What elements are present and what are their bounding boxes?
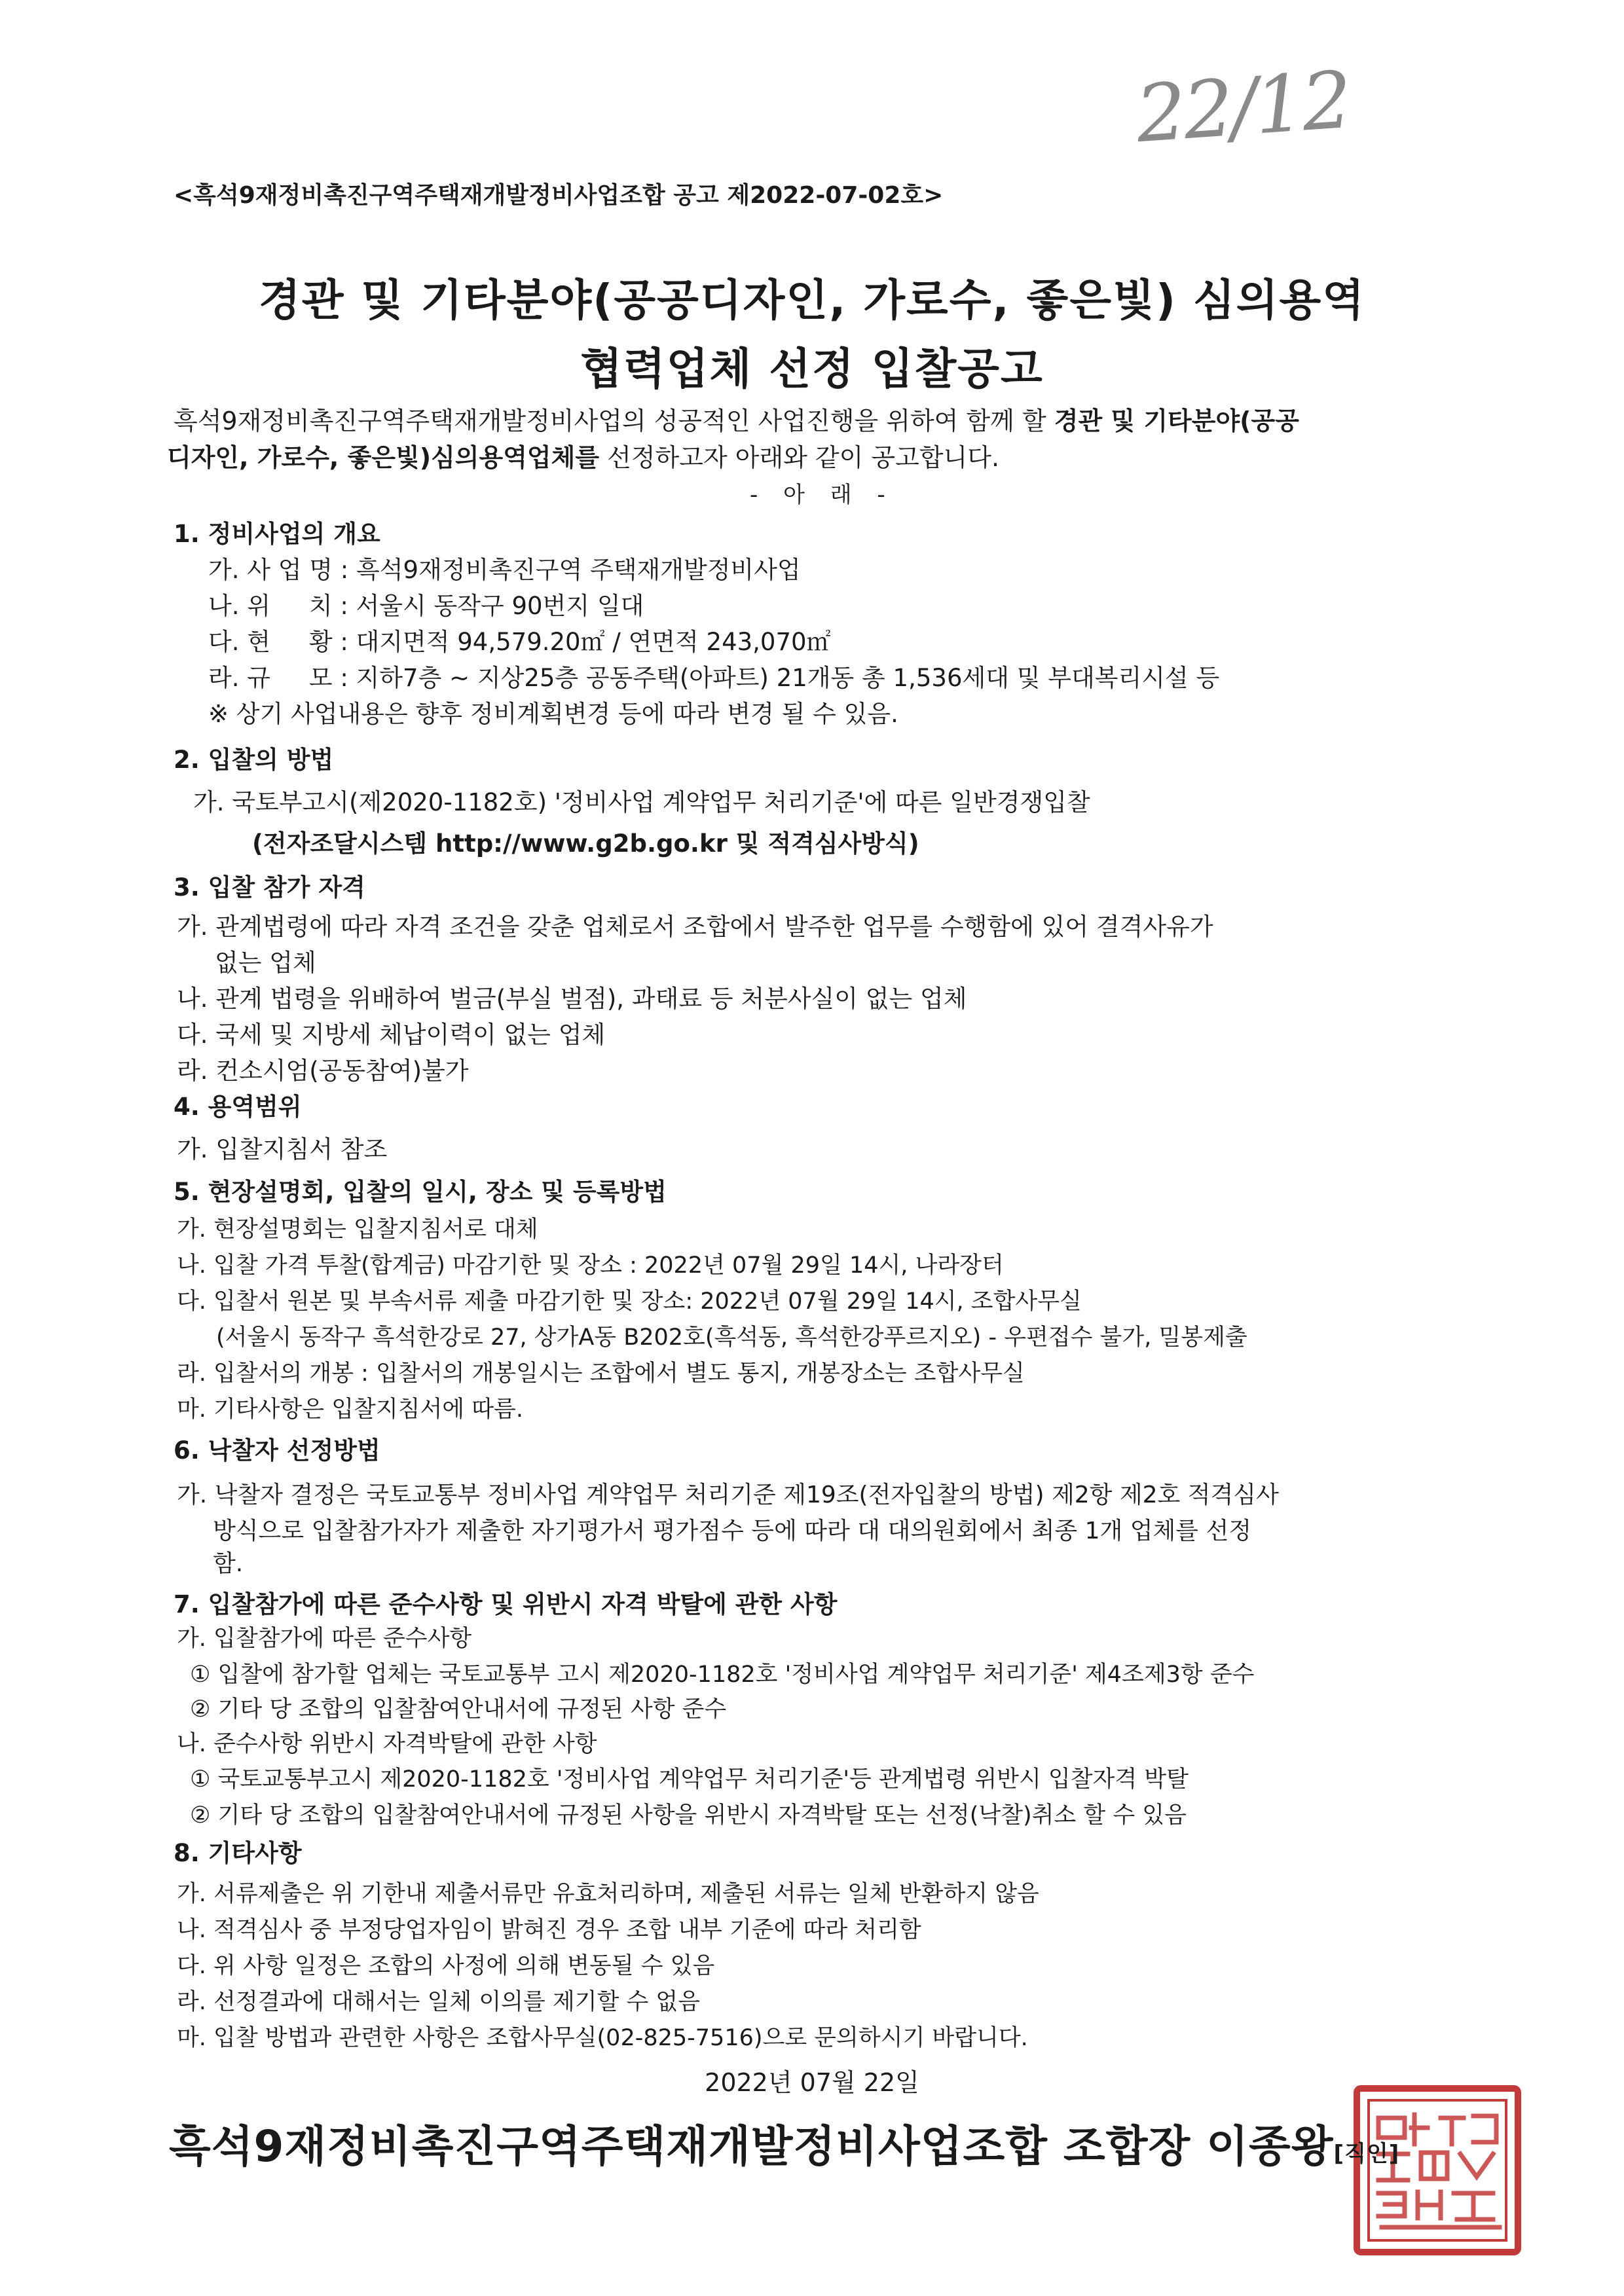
list-item: 가. 사 업 명 : 흑석9재정비촉진구역 주택재개발정비사업 [208,556,801,584]
intro-line-2-bold: 디자인, 가로수, 좋은빛)심의용역업체를 [167,443,600,472]
signature-name: 흑석9재정비촉진구역주택재개발정비사업조합 조합장 이종왕 [169,2121,1334,2172]
intro-line-2-plain: 선정하고자 아래와 같이 공고합니다. [599,443,1000,472]
seal-label: [직인] [1333,2141,1400,2167]
document-date: 2022년 07월 22일 [705,2068,919,2097]
list-item: 마. 기타사항은 입찰지침서에 따름. [177,1396,523,1423]
intro-line-1-plain: 흑석9재정비촉진구역주택재개발정비사업의 성공적인 사업진행을 위하여 함께 할 [174,407,1054,435]
list-item: 가. 관계법령에 따라 자격 조건을 갖춘 업체로서 조합에서 발주한 업무를 수행함에 있어 결격사유가 [177,913,1213,941]
list-item: 나. 관계 법령을 위배하여 벌금(부실 벌점), 과태료 등 처분사실이 없는 업체 [177,985,967,1013]
list-item: 함. [213,1550,244,1577]
list-item: (전자조달시스템 http://www.g2b.go.kr 및 적격심사방식) [252,829,919,858]
title-line-2: 협력업체 선정 입찰공고 [580,344,1044,394]
handwritten-note: 22/12 [1133,54,1353,161]
list-item: 라. 입찰서의 개봉 : 입찰서의 개봉일시는 조합에서 별도 통지, 개봉장소는 조합사무실 [177,1360,1025,1387]
list-item: 다. 현 황 : 대지면적 94,579.20㎡ / 연면적 243,070㎡ [208,628,831,656]
intro-heading: - 아 래 - [750,482,885,508]
list-item: 나. 입찰 가격 투찰(합계금) 마감기한 및 장소 : 2022년 07월 29일 14시, 나라장터 [177,1252,1004,1279]
section-heading: 8. 기타사항 [174,1839,302,1867]
section-heading: 7. 입찰참가에 따른 준수사항 및 위반시 자격 박탈에 관한 사항 [174,1590,838,1618]
section-heading: 1. 정비사업의 개요 [174,520,380,548]
list-item: 나. 적격심사 중 부정당업자임이 밝혀진 경우 조합 내부 기준에 따라 처리함 [177,1917,921,1943]
list-item: ① 국토교통부고시 제2020-1182호 '정비사업 계약업무 처리기준'등 관계법령 위반시 입찰자격 박탈 [190,1766,1189,1793]
intro-line-1 [174,401,1299,437]
list-item: (서울시 동작구 흑석한강로 27, 상가A동 B202호(흑석동, 흑석한강푸르지오) - 우편접수 불가, 밀봉제출 [216,1324,1247,1351]
list-item: 라. 컨소시엄(공동참여)불가 [177,1057,469,1085]
section-heading: 4. 용역범위 [174,1093,302,1121]
list-item: 방식으로 입찰참가자가 제출한 자기평가서 평가점수 등에 따라 대 대의원회에서 최종 1개 업체를 선정 [213,1518,1252,1544]
section-heading: 5. 현장설명회, 입찰의 일시, 장소 및 등록방법 [174,1178,667,1206]
section-heading: 2. 입찰의 방법 [174,746,334,774]
list-item: 가. 국토부고시(제2020-1182호) '정비사업 계약업무 처리기준'에 따른 일반경쟁입찰 [193,788,1090,816]
list-item: ② 기타 당 조합의 입찰참여안내서에 규정된 사항을 위반시 자격박탈 또는 선정(낙찰)취소 할 수 있음 [190,1802,1187,1829]
list-item: 가. 입찰지침서 참조 [177,1135,388,1163]
list-item: 다. 위 사항 일정은 조합의 사정에 의해 변동될 수 있음 [177,1953,715,1979]
list-item: 나. 위 치 : 서울시 동작구 90번지 일대 [208,592,644,620]
list-item: ① 입찰에 참가할 업체는 국토교통부 고시 제2020-1182호 '정비사업 계약업무 처리기준' 제4조제3항 준수 [190,1662,1255,1688]
signature-line [169,2111,1399,2174]
list-item: 나. 준수사항 위반시 자격박탈에 관한 사항 [177,1731,597,1757]
list-item: 가. 현장설명회는 입찰지침서로 대체 [177,1216,538,1243]
intro-line-1-bold: 경관 및 기타분야(공공 [1054,407,1299,435]
intro-line-2 [167,437,999,473]
list-item: 없는 업체 [215,949,316,977]
list-item: 라. 규 모 : 지하7층 ~ 지상25층 공동주택(아파트) 21개동 총 1,536세대 및 부대복리시설 등 [208,664,1220,692]
title-line-1: 경관 및 기타분야(공공디자인, 가로수, 좋은빛) 심의용역 [259,275,1365,325]
list-item: 가. 서류제출은 위 기한내 제출서류만 유효처리하며, 제출된 서류는 일체 반환하지 않음 [177,1881,1039,1907]
list-item: 다. 입찰서 원본 및 부속서류 제출 마감기한 및 장소: 2022년 07월 29일 14시, 조합사무실 [177,1288,1082,1315]
list-item: 가. 낙찰자 결정은 국토교통부 정비사업 계약업무 처리기준 제19조(전자입찰의 방법) 제2항 제2호 적격심사 [177,1482,1279,1508]
section-heading: 6. 낙찰자 선정방법 [174,1436,380,1465]
list-item: ② 기타 당 조합의 입찰참여안내서에 규정된 사항 준수 [190,1696,727,1722]
list-item: 다. 국세 및 지방세 체납이력이 없는 업체 [177,1021,606,1049]
list-item: 라. 선정결과에 대해서는 일체 이의를 제기할 수 없음 [177,1989,701,2015]
list-item: 마. 입찰 방법과 관련한 사항은 조합사무실(02-825-7516)으로 문의하시기 바랍니다. [177,2025,1028,2051]
section-heading: 3. 입찰 참가 자격 [174,873,365,902]
list-item: ※ 상기 사업내용은 향후 정비계획변경 등에 따라 변경 될 수 있음. [208,700,898,728]
notice-number: <흑석9재정비촉진구역주택재개발정비사업조합 공고 제2022-07-02호> [174,182,944,209]
list-item: 가. 입찰참가에 따른 준수사항 [177,1626,472,1652]
